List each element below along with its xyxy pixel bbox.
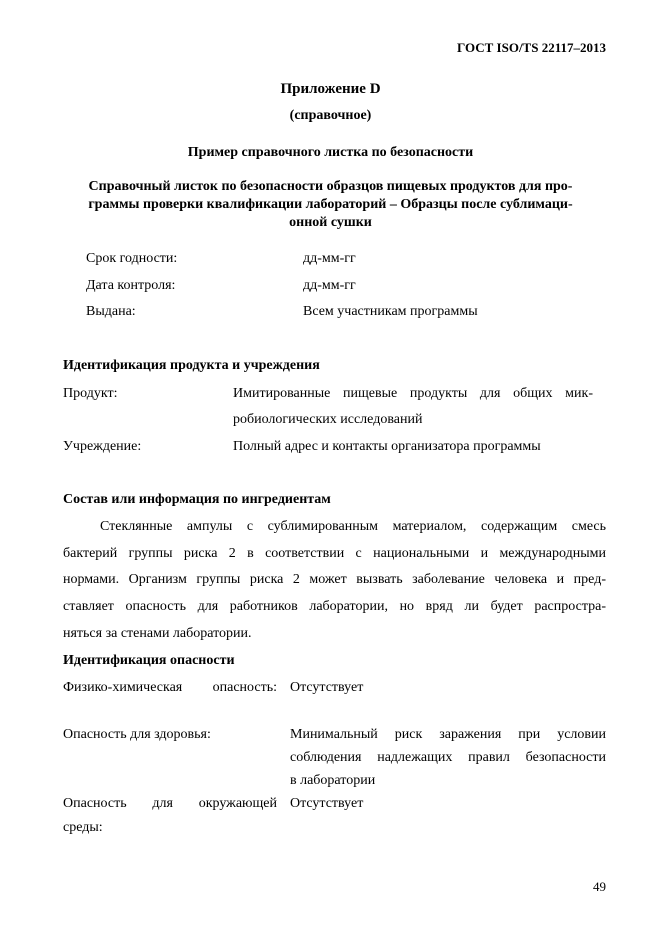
health-hazard-value-line: в лаборатории — [290, 773, 376, 788]
product-value-line: робиологических исследований — [233, 412, 423, 427]
appendix-title: Приложение D — [280, 81, 381, 97]
expiry-label: Срок годности: — [86, 251, 178, 266]
identification-heading: Идентификация продукта и учреждения — [63, 358, 320, 373]
control-date-value: дд-мм-гг — [303, 278, 356, 293]
issued-value: Всем участникам программы — [303, 304, 478, 319]
issued-label: Выдана: — [86, 304, 136, 319]
health-hazard-value-line: Минимальный риск заражения при условии — [290, 727, 606, 742]
physchem-hazard-label: Физико-химическая опасность: — [63, 680, 277, 695]
sheet-title-line: Справочный листок по безопасности образцов пищевых продуктов для про- — [88, 179, 573, 194]
health-hazard-value-line: соблюдения надлежащих правил безопасности — [290, 750, 606, 765]
composition-line: нормами. Организм группы риска 2 может вызвать заболевание человека и пред- — [63, 572, 606, 587]
standard-code: ГОСТ ISO/TS 22117–2013 — [457, 40, 606, 55]
institution-label: Учреждение: — [63, 439, 142, 454]
composition-line: бактерий группы риска 2 в соответствии с национальными и международными — [63, 546, 606, 561]
sheet-title-line: онной сушки — [289, 215, 372, 230]
product-value-line: Имитированные пищевые продукты для общих мик- — [233, 386, 593, 401]
composition-line: Стеклянные ампулы с сублимированным материалом, содержащим смесь — [100, 519, 606, 534]
expiry-value: дд-мм-гг — [303, 251, 356, 266]
composition-line: ставляет опасность для работников лаборатории, но вряд ли будет распростра- — [63, 599, 606, 614]
env-hazard-value: Отсутствует — [290, 796, 364, 811]
env-hazard-label-line: Опасность для окружающей — [63, 796, 277, 811]
appendix-status: (справочное) — [289, 108, 372, 123]
composition-line: няться за стенами лаборатории. — [63, 626, 252, 641]
institution-value: Полный адрес и контакты организатора программы — [233, 439, 541, 454]
env-hazard-label-line: среды: — [63, 820, 103, 835]
health-hazard-label: Опасность для здоровья: — [63, 727, 211, 742]
physchem-hazard-value: Отсутствует — [290, 680, 364, 695]
sheet-title-line: граммы проверки квалификации лабораторий – Образцы после сублимаци- — [88, 197, 573, 212]
composition-heading: Состав или информация по ингредиентам — [63, 492, 331, 507]
page-number: 49 — [593, 879, 606, 894]
control-date-label: Дата контроля: — [86, 278, 176, 293]
product-label: Продукт: — [63, 386, 118, 401]
hazards-heading: Идентификация опасности — [63, 653, 235, 668]
appendix-caption: Пример справочного листка по безопасности — [187, 145, 474, 160]
